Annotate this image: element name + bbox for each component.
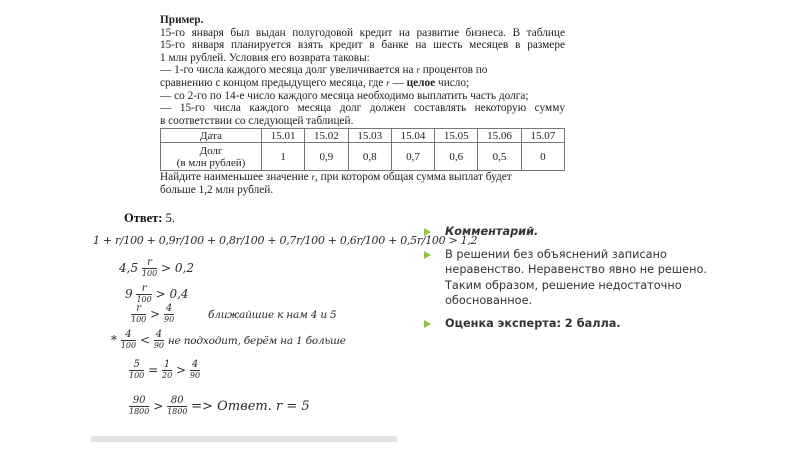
expert-score: Оценка эксперта: 2 балла. bbox=[445, 316, 621, 330]
hand-line-2: 4,5 $\frac{r}{100}$ > 0,2 bbox=[119, 257, 194, 278]
problem-line: 15-го января планируется взять кредит в банке на шесть месяцев в размере bbox=[160, 39, 565, 52]
table-cell: 0,8 bbox=[348, 143, 391, 171]
problem-line: сравнению с концом предыдущего месяца, где r — целое число; bbox=[160, 76, 470, 89]
debt-table bbox=[160, 128, 565, 171]
hand-line-6: $\frac{5}{100}$ = $\frac{1}{20}$ > $\frac{4}{90}$ bbox=[129, 359, 201, 380]
hand-line-1: 1 + r/100 + 0,9r/100 + 0,8r/100 + 0,7r/100 + 0,6r/100 + 0,5r/100 > 1,2 bbox=[93, 234, 478, 247]
comment-item bbox=[420, 224, 720, 240]
table-cell: 15.02 bbox=[305, 129, 348, 143]
table-row-debts bbox=[161, 143, 565, 171]
table-cell: 1 bbox=[262, 143, 305, 171]
table-cell: 15.03 bbox=[348, 129, 391, 143]
bullet-arrow-icon bbox=[424, 320, 431, 328]
image-bottom-bar bbox=[91, 436, 397, 442]
hand-note: ближайшие к нам 4 и 5 bbox=[208, 309, 337, 321]
comment-text: В решении без объяснений записано неравенство. Неравенство явно не решено. Таким образом, решение недостаточно обоснованное. bbox=[445, 247, 708, 307]
bullet-arrow-icon bbox=[424, 251, 431, 259]
comment-heading: Комментарий. bbox=[445, 225, 539, 238]
answer-label: Ответ: bbox=[124, 211, 163, 225]
table-cell: 0,6 bbox=[435, 143, 478, 171]
table-header-debt: Долг (в млн рублей) bbox=[161, 143, 262, 171]
hand-line-3: 9 $\frac{r}{100}$ > 0,4 bbox=[125, 283, 189, 304]
handwritten-solution bbox=[91, 228, 478, 433]
table-cell: 15.07 bbox=[521, 129, 564, 143]
problem-line: — со 2-го по 14-е число каждого месяца необходимо выплатить часть долга; bbox=[160, 89, 529, 102]
comment-item bbox=[420, 316, 720, 332]
problem-line: в соответствии со следующей таблицей. bbox=[160, 114, 354, 127]
problem-line: — 15-го числа каждого месяца долг должен составлять некоторую сумму bbox=[160, 102, 565, 115]
table-cell: 0 bbox=[521, 143, 564, 171]
table-cell: 0,9 bbox=[305, 143, 348, 171]
variable-r: r bbox=[416, 65, 420, 76]
table-row-dates bbox=[161, 129, 565, 143]
problem-scan bbox=[160, 14, 565, 197]
hand-note: не подходит, берём на 1 больше bbox=[167, 335, 346, 347]
variable-r: r bbox=[311, 172, 316, 183]
hand-line-5: * $\frac{4}{100}$ < $\frac{4}{90}$ не подходит, берём на 1 больше bbox=[111, 329, 346, 350]
table-header-date: Дата bbox=[161, 129, 262, 143]
problem-title: Пример. bbox=[160, 14, 204, 26]
hand-line-4: $\frac{r}{100}$ > $\frac{4}{90}$ ближайшие к нам 4 и 5 bbox=[131, 303, 337, 324]
variable-r: r bbox=[386, 77, 390, 88]
comment-item bbox=[420, 247, 720, 309]
table-cell: 0,5 bbox=[478, 143, 521, 171]
table-cell: 15.05 bbox=[435, 129, 478, 143]
problem-line: — 1-го числа каждого месяца долг увеличивается на r процентов по bbox=[160, 64, 488, 77]
table-cell: 15.06 bbox=[478, 129, 521, 143]
answer bbox=[124, 211, 175, 226]
table-cell: 0,7 bbox=[391, 143, 434, 171]
problem-question: Найдите наименьшее значение r, при котором общая сумма выплат будет bbox=[160, 171, 512, 184]
problem-line: 15-го января был выдан полугодовой кредит на развитие бизнеса. В таблице bbox=[160, 26, 565, 39]
problem-question: больше 1,2 млн рублей. bbox=[160, 183, 274, 196]
problem-line: 1 млн рублей. Условия его возврата таковы: bbox=[160, 51, 370, 64]
expert-comments bbox=[420, 224, 720, 338]
answer-value: 5. bbox=[165, 211, 175, 225]
table-cell: 15.04 bbox=[391, 129, 434, 143]
table-cell: 15.01 bbox=[262, 129, 305, 143]
bullet-arrow-icon bbox=[424, 228, 431, 236]
hand-line-7: $\frac{90}{1800}$ > $\frac{80}{1800}$ => Ответ. r = 5 bbox=[129, 395, 310, 416]
